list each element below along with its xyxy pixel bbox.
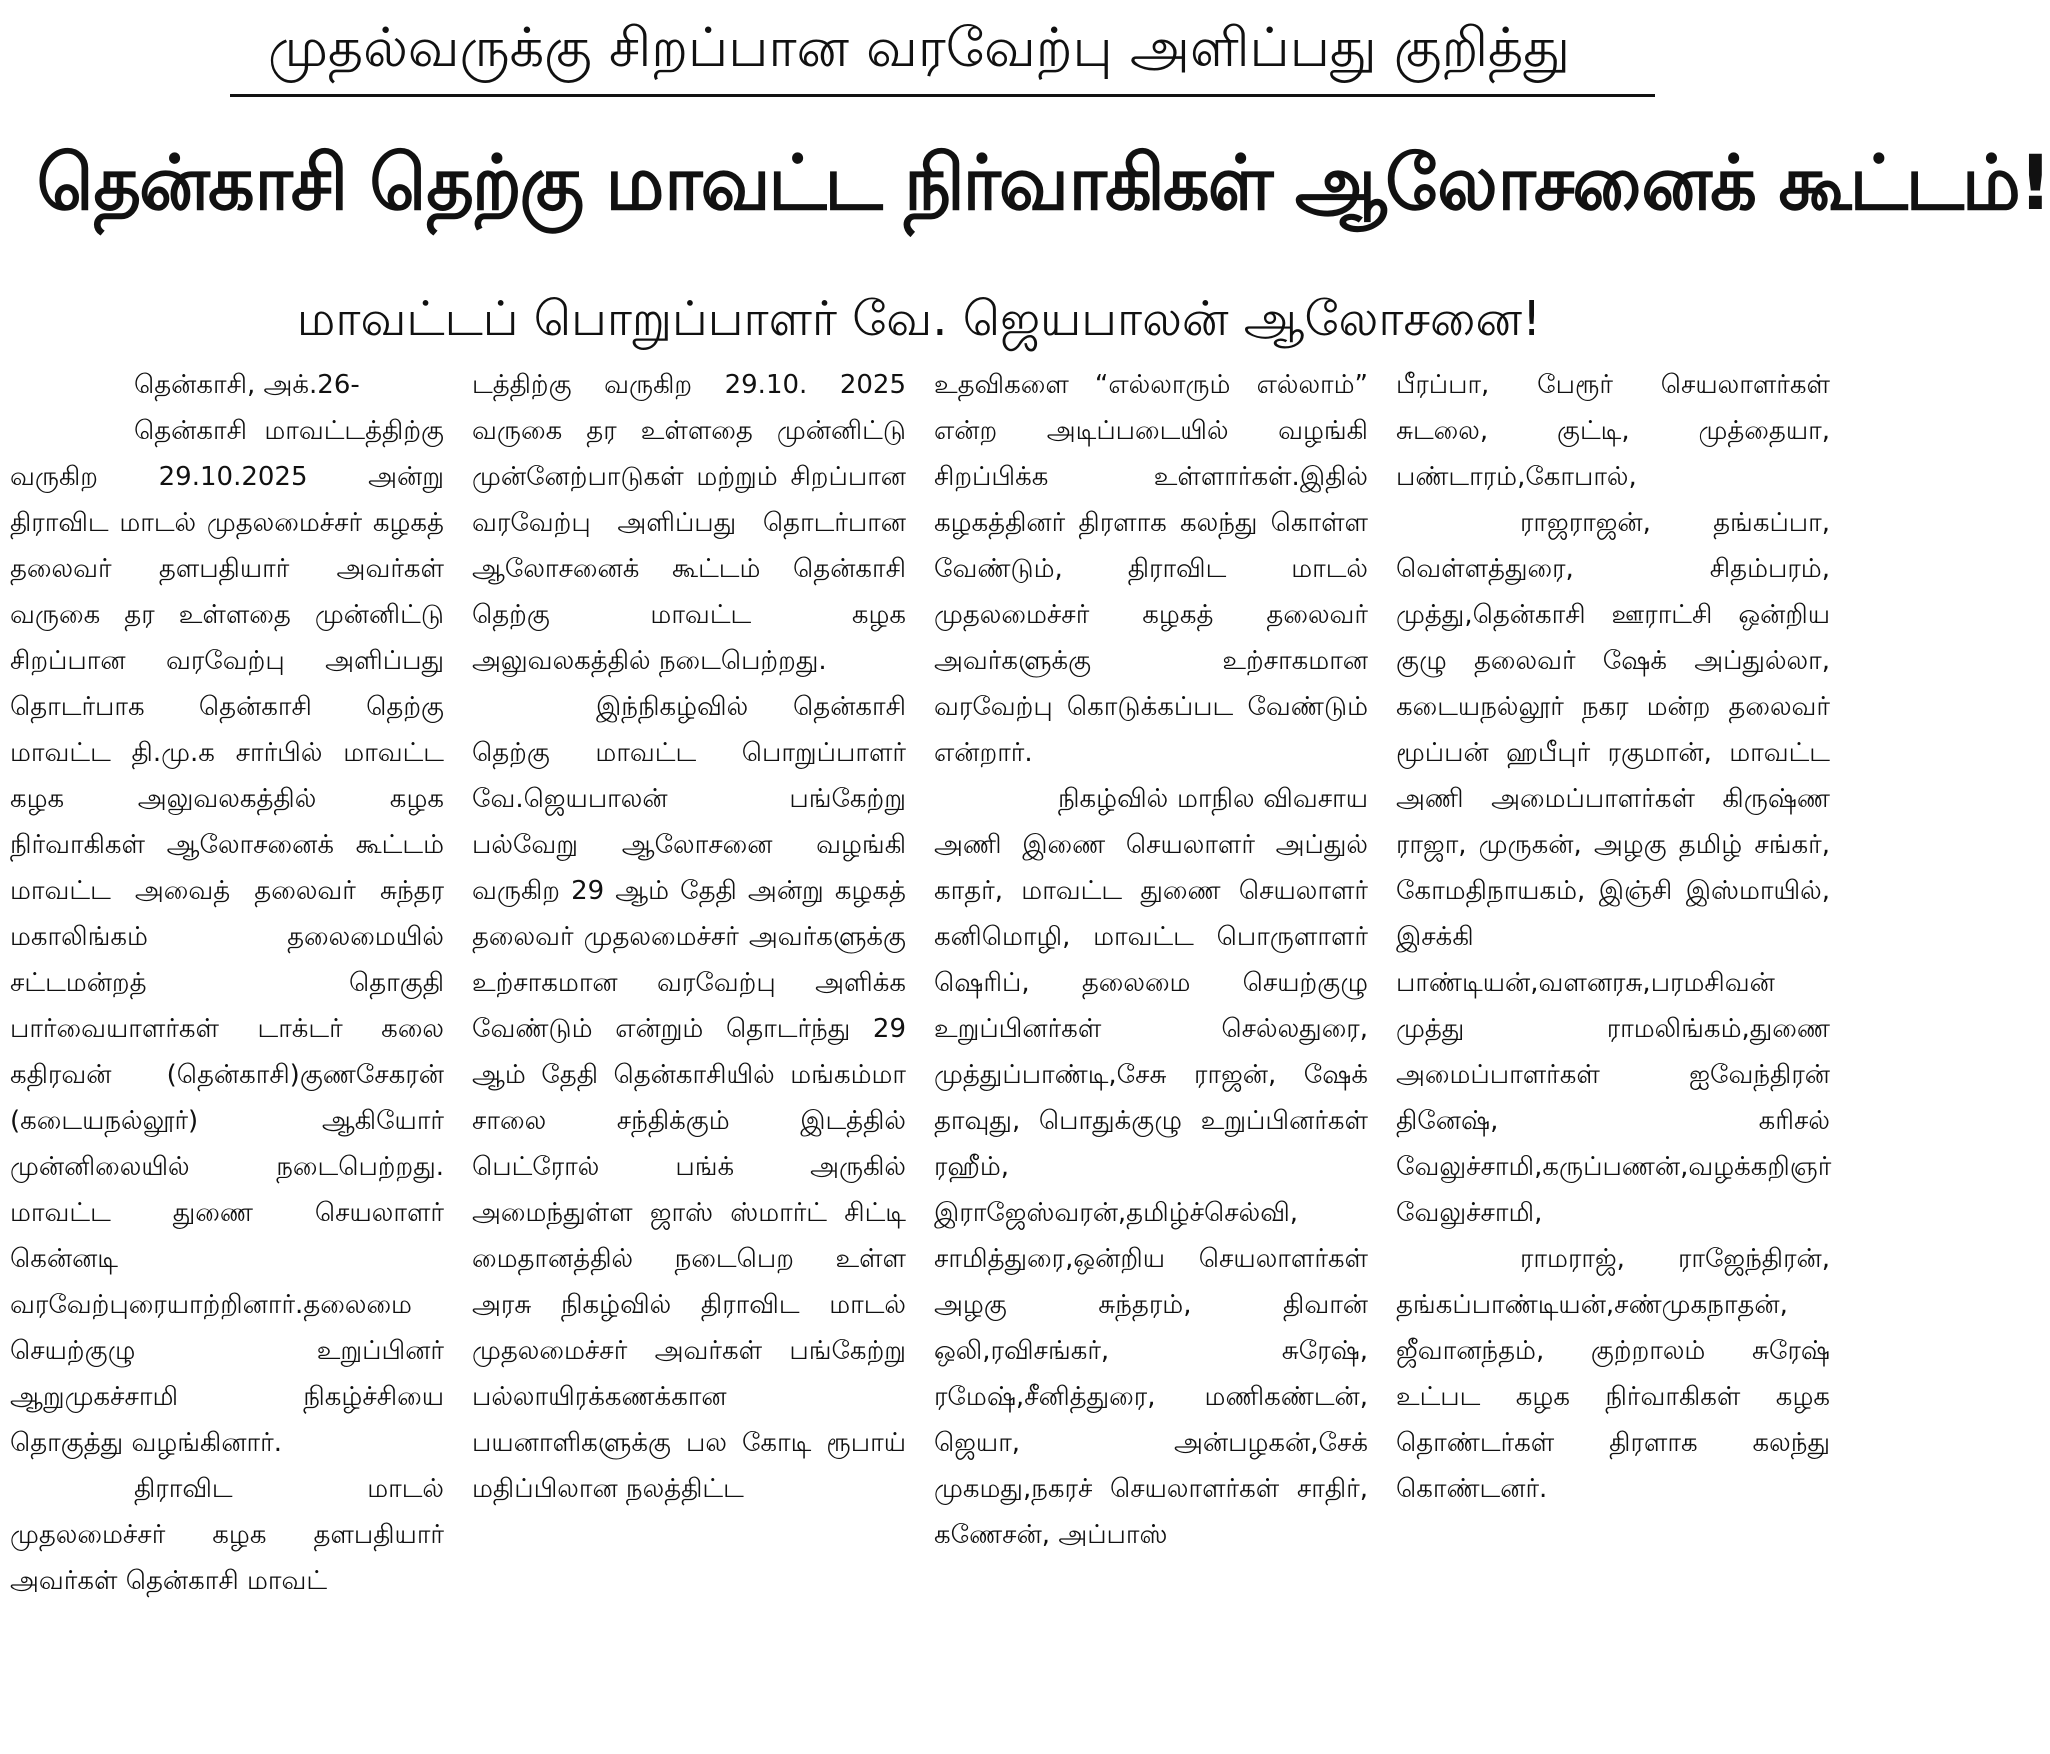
article-body bbox=[10, 362, 1832, 1748]
article-paragraph: நிகழ்வில் மாநில விவசாய அணி இணை செயலாளர் அப்துல் காதர், மாவட்ட துணை செயலாளர் கனிமொழி, மாவட்ட பொருளாளர் ஷெரிப், தலைமை செயற்குழு உறுப்பினர்கள் செல்லதுரை, முத்துப்பாண்டி,சேசு ராஜன், ஷேக் தாவுது, பொதுக்குழு உறுப்பினர்கள் ரஹீம், இராஜேஸ்வரன்,தமிழ்ச்செல்வி, சாமித்துரை,ஒன்றிய செயலாளர்கள் அழகு சுந்தரம், திவான் ஒலி,ரவிசங்கர், சுரேஷ், ரமேஷ்,சீனித்துரை, மணிகண்டன், ஜெயா, அன்பழகன்,சேக் முகமது,நகரச் செயலாளர்கள் சாதிர், கணேசன், அப்பாஸ் bbox=[934, 784, 1368, 1550]
kicker-underline bbox=[230, 94, 1655, 97]
article-paragraph: பீரப்பா, பேரூர் செயலாளர்கள் சுடலை, குட்டி, முத்தையா, பண்டாரம்,கோபால், bbox=[1396, 370, 1830, 492]
article-column-3 bbox=[934, 362, 1368, 1748]
article-paragraph: திராவிட மாடல் முதலமைச்சர் கழக தளபதியார் அவர்கள் தென்காசி மாவட் bbox=[10, 1474, 444, 1596]
article-paragraph: இந்நிகழ்வில் தென்காசி தெற்கு மாவட்ட பொறுப்பாளர் வே.ஜெயபாலன் பங்கேற்று பல்வேறு ஆலோசனை வழங்கி வருகிற 29 ஆம் தேதி அன்று கழகத் தலைவர் முதலமைச்சர் அவர்களுக்கு உற்சாகமான வரவேற்பு அளிக்க வேண்டும் என்றும் தொடர்ந்து 29 ஆம் தேதி தென்காசியில் மங்கம்மா சாலை சந்திக்கும் இடத்தில் பெட்ரோல் பங்க் அருகில் அமைந்துள்ள ஜாஸ் ஸ்மார்ட் சிட்டி மைதானத்தில் நடைபெற உள்ள அரசு நிகழ்வில் திராவிட மாடல் முதலமைச்சர் அவர்கள் பங்கேற்று பல்லாயிரக்கணக்கான பயனாளிகளுக்கு பல கோடி ரூபாய் மதிப்பிலான நலத்திட்ட bbox=[472, 692, 906, 1504]
article-column-1 bbox=[10, 362, 444, 1748]
article-paragraph: தென்காசி மாவட்டத்திற்கு வருகிற 29.10.2025 அன்று திராவிட மாடல் முதலமைச்சர் கழகத் தலைவர் தளபதியார் அவர்கள் வருகை தர உள்ளதை முன்னிட்டு சிறப்பான வரவேற்பு அளிப்பது தொடர்பாக தென்காசி தெற்கு மாவட்ட தி.மு.க சார்பில் மாவட்ட கழக அலுவலகத்தில் கழக நிர்வாகிகள் ஆலோசனைக் கூட்டம் மாவட்ட அவைத் தலைவர் சுந்தர மகாலிங்கம் தலைமையில் சட்டமன்றத் தொகுதி பார்வையாளர்கள் டாக்டர் கலை கதிரவன் (தென்காசி)குணசேகரன் (கடையநல்லூர்) ஆகியோர் முன்னிலையில் நடைபெற்றது. மாவட்ட துணை செயலாளர் கென்னடி வரவேற்புரையாற்றினார்.தலைமை செயற்குழு உறுப்பினர் ஆறுமுகச்சாமி நிகழ்ச்சியை தொகுத்து வழங்கினார். bbox=[10, 416, 444, 1458]
article-paragraph: டத்திற்கு வருகிற 29.10. 2025 வருகை தர உள்ளதை முன்னிட்டு முன்னேற்பாடுகள் மற்றும் சிறப்பான வரவேற்பு அளிப்பது தொடர்பான ஆலோசனைக் கூட்டம் தென்காசி தெற்கு மாவட்ட கழக அலுவலகத்தில் நடைபெற்றது. bbox=[472, 370, 906, 676]
article-column-2 bbox=[472, 362, 906, 1748]
article-column-4 bbox=[1396, 362, 1830, 1748]
article-paragraph: ராமராஜ், ராஜேந்திரன், தங்கப்பாண்டியன்,சண்முகநாதன், ஜீவானந்தம், குற்றாலம் சுரேஷ் உட்பட கழக நிர்வாகிகள் கழக தொண்டர்கள் திரளாக கலந்து கொண்டனர். bbox=[1396, 1244, 1830, 1504]
subheadline: மாவட்டப் பொறுப்பாளர் வே. ஜெயபாலன் ஆலோசனை! bbox=[296, 291, 1542, 347]
article-paragraph: உதவிகளை “எல்லாரும் எல்லாம்” என்ற அடிப்படையில் வழங்கி சிறப்பிக்க உள்ளார்கள்.இதில் கழகத்தினர் திரளாக கலந்து கொள்ள வேண்டும், திராவிட மாடல் முதலமைச்சர் கழகத் தலைவர் அவர்களுக்கு உற்சாகமான வரவேற்பு கொடுக்கப்பட வேண்டும் என்றார். bbox=[934, 370, 1368, 768]
main-headline: தென்காசி தெற்கு மாவட்ட நிர்வாகிகள் ஆலோசனைக் கூட்டம்! bbox=[36, 138, 2050, 227]
dateline: தென்காசி, அக்.26- bbox=[134, 370, 360, 400]
article-paragraph: ராஜராஜன், தங்கப்பா, வெள்ளத்துரை, சிதம்பரம், முத்து,தென்காசி ஊராட்சி ஒன்றிய குழு தலைவர் ஷேக் அப்துல்லா, கடையநல்லூர் நகர மன்ற தலைவர் மூப்பன் ஹபீபுர் ரகுமான், மாவட்ட அணி அமைப்பாளர்கள் கிருஷ்ண ராஜா, முருகன், அழகு தமிழ் சங்கர், கோமதிநாயகம், இஞ்சி இஸ்மாயில், இசக்கி பாண்டியன்,வளனரசு,பரமசிவன் முத்து ராமலிங்கம்,துணை அமைப்பாளர்கள் ஐவேந்திரன் தினேஷ், கரிசல் வேலுச்சாமி,கருப்பணன்,வழக்கறிஞர் வேலுச்சாமி, bbox=[1396, 508, 1832, 1228]
kicker-headline: முதல்வருக்கு சிறப்பான வரவேற்பு அளிப்பது குறித்து bbox=[267, 16, 1571, 79]
